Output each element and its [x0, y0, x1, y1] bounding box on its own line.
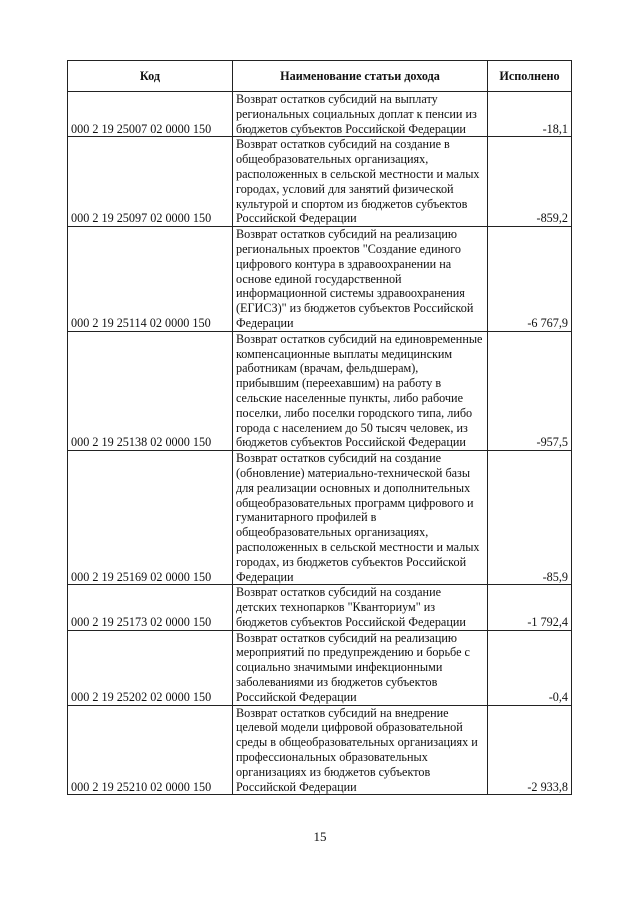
- code-cell: 000 2 19 25173 02 0000 150: [68, 585, 233, 630]
- amount-cell: -18,1: [488, 92, 572, 137]
- name-cell: Возврат остатков субсидий на выплату региональных социальных доплат к пенсии из бюджетов субъектов Российской Федерации: [233, 92, 488, 137]
- code-cell: 000 2 19 25114 02 0000 150: [68, 227, 233, 332]
- name-cell: Возврат остатков субсидий на реализацию мероприятий по предупреждению и борьбе с социально значимыми инфекционными заболеваниями из бюджетов субъектов Российской Федерации: [233, 630, 488, 705]
- table-row: [68, 137, 572, 227]
- code-cell: 000 2 19 25007 02 0000 150: [68, 92, 233, 137]
- code-cell: 000 2 19 25097 02 0000 150: [68, 137, 233, 227]
- page-number: 15: [313, 829, 327, 844]
- table-row: [68, 705, 572, 795]
- name-cell: Возврат остатков субсидий на создание в общеобразовательных организациях, расположенных в сельской местности и малых городах, условий для занятий физической культурой и спортом из бюджетов субъектов Российской Федерации: [233, 137, 488, 227]
- table-row: [68, 331, 572, 450]
- table-row: [68, 451, 572, 585]
- code-cell: 000 2 19 25202 02 0000 150: [68, 630, 233, 705]
- amount-cell: -2 933,8: [488, 705, 572, 795]
- table-row: [68, 585, 572, 630]
- amount-cell: -957,5: [488, 331, 572, 450]
- amount-cell: -1 792,4: [488, 585, 572, 630]
- name-cell: Возврат остатков субсидий на создание детских технопарков "Кванториум" из бюджетов субъектов Российской Федерации: [233, 585, 488, 630]
- table-row: [68, 630, 572, 705]
- table-row: [68, 227, 572, 332]
- name-cell: Возврат остатков субсидий на единовременные компенсационные выплаты медицинским работникам (врачам, фельдшерам), прибывшим (переехавшим) на работу в сельские населенные пункты, либо рабочие поселки, либо поселки городского типа, либо города с населением до 50 тысяч человек, из бюджетов субъектов Российской Федерации: [233, 331, 488, 450]
- table-row: [68, 92, 572, 137]
- header-executed: Исполнено: [488, 61, 572, 92]
- amount-cell: -0,4: [488, 630, 572, 705]
- header-code: Код: [68, 61, 233, 92]
- code-cell: 000 2 19 25138 02 0000 150: [68, 331, 233, 450]
- name-cell: Возврат остатков субсидий на создание (обновление) материально-технической базы для реализации основных и дополнительных общеобразовательных программ цифрового и гуманитарного профилей в общеобразовательных организациях, расположенных в сельской местности и малых городах, из бюджетов субъектов Российской Федерации: [233, 451, 488, 585]
- code-cell: 000 2 19 25210 02 0000 150: [68, 705, 233, 795]
- table-header-row: [68, 61, 572, 92]
- header-income-name: Наименование статьи дохода: [233, 61, 488, 92]
- income-table: [67, 60, 572, 795]
- name-cell: Возврат остатков субсидий на реализацию региональных проектов "Создание единого цифрового контура в здравоохранении на основе единой государственной информационной системы здравоохранения (ЕГИСЗ)" из бюджетов субъектов Российской Федерации: [233, 227, 488, 332]
- amount-cell: -859,2: [488, 137, 572, 227]
- name-cell: Возврат остатков субсидий на внедрение целевой модели цифровой образовательной среды в общеобразовательных организациях и профессиональных образовательных организациях из бюджетов субъектов Российской Федерации: [233, 705, 488, 795]
- amount-cell: -85,9: [488, 451, 572, 585]
- code-cell: 000 2 19 25169 02 0000 150: [68, 451, 233, 585]
- amount-cell: -6 767,9: [488, 227, 572, 332]
